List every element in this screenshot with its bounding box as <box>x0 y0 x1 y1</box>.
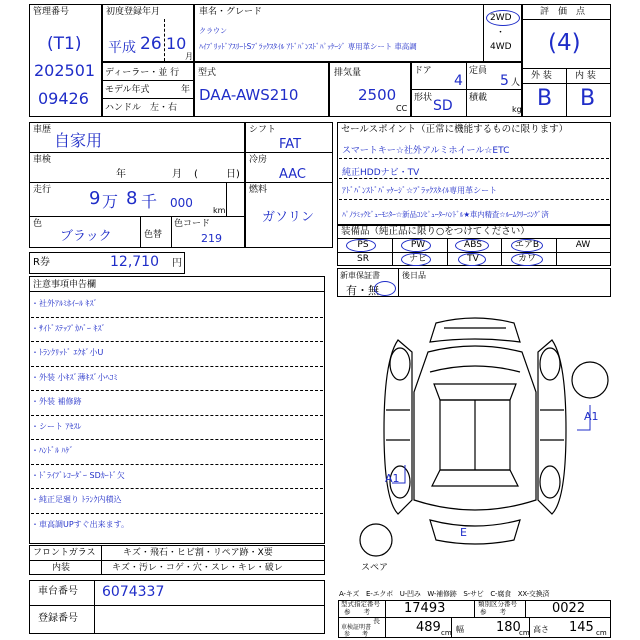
front-glass-label: フロントガラス <box>33 548 96 558</box>
note-item: ・純正足廻り ﾄﾗﾝｸ内積込 <box>31 495 122 504</box>
after-label: 後日品 <box>402 271 426 280</box>
width-label: 幅 <box>456 625 464 634</box>
divider <box>339 199 609 200</box>
wheel-front-right <box>540 348 560 380</box>
drive-dot: ・ <box>496 28 506 38</box>
management-label: 管理番号 <box>33 7 70 17</box>
exterior-grade: B <box>537 86 553 111</box>
length-sub2: 参 考 <box>344 631 369 638</box>
mileage-sen: 千 <box>141 192 158 211</box>
equipment-tv: TV <box>467 254 479 264</box>
divider <box>566 68 567 117</box>
model-year-label: モデル年式 <box>105 85 150 95</box>
note-divider <box>31 317 323 318</box>
divider <box>102 98 194 99</box>
type-label: 型式 <box>198 68 217 78</box>
door-value: 4 <box>454 73 463 89</box>
note-divider <box>31 390 323 391</box>
circle-pw <box>401 239 431 252</box>
car-front-outline <box>430 318 520 342</box>
car-right-side <box>538 340 566 514</box>
fuel-label: 燃料 <box>249 185 268 195</box>
divider <box>29 291 325 292</box>
usage-label: 車歴 <box>33 125 52 135</box>
equipment-ps: PS <box>357 240 369 250</box>
registration-year: 26 <box>140 34 162 54</box>
length-value: 489 <box>416 620 441 635</box>
car-windshield <box>434 384 516 400</box>
divider <box>522 19 611 20</box>
note-item: ・社外ｱﾙﾐﾎｲｰﾙ ｷｽﾞ <box>31 299 98 308</box>
damage-mark-right: A1 <box>584 410 599 423</box>
equipment-leather: カワ <box>517 254 536 264</box>
management-number-1: (T1) <box>47 34 82 54</box>
registration-month: 10 <box>166 34 187 53</box>
equipment-navi: ナビ <box>408 254 427 264</box>
class-no-label: 類別区分番号 <box>478 600 517 608</box>
note-item: ・ﾄﾞﾗｲﾌﾞﾚｺｰﾀﾞｰ SDｶｰﾄﾞ欠 <box>31 470 125 480</box>
shaken-paren: ( <box>194 169 198 180</box>
note-divider <box>31 366 323 367</box>
divider <box>339 178 609 179</box>
displacement-label: 排気量 <box>334 68 362 78</box>
equipment-sr: SR <box>357 254 369 264</box>
color-value: ブラック <box>60 229 112 244</box>
divider <box>483 4 484 62</box>
note-divider <box>31 415 323 416</box>
mileage-digit-2: 8 <box>126 188 138 209</box>
note-divider <box>31 439 323 440</box>
note-item: ・外装 補修跡 <box>31 397 82 406</box>
front-glass-value: キズ・飛石・ヒビ割・リペア跡・X要 <box>123 548 273 558</box>
mileage-man: 万 <box>102 192 119 211</box>
ac-label: 冷房 <box>249 155 268 165</box>
car-diagram <box>335 300 615 580</box>
equipment-pw: PW <box>410 240 426 250</box>
warranty-none-circle <box>374 281 396 296</box>
damage-mark-rear: E <box>460 526 467 539</box>
management-number-2: 202501 <box>34 61 96 80</box>
mileage-digit-3: 000 <box>170 196 193 210</box>
divider <box>171 216 172 248</box>
divider <box>29 216 245 217</box>
shaken-day-unit: 日) <box>226 169 240 180</box>
divider <box>385 600 386 638</box>
car-grade: ﾊｲﾌﾞﾘｯﾄﾞｱｽﾘｰﾄSﾌﾞﾗｯｸｽﾀｲﾙ ｱﾄﾞﾊﾞﾝｽﾄﾞﾊﾟｯｹｰｼﾞ 専用革シート 車高調 <box>199 42 417 51</box>
divider <box>411 89 522 90</box>
car-rear-window <box>432 470 518 486</box>
km-unit: km <box>213 206 226 215</box>
exterior-label: 外 装 <box>531 71 552 81</box>
note-item: ・ｻｲﾄﾞｽﾃｯﾌﾟｶﾊﾞｰ ｷｽﾞ <box>31 323 106 333</box>
shape-label: 形状 <box>414 93 433 103</box>
note-item: ・車高調UPすぐ出来ます。 <box>31 519 130 529</box>
car-name: クラウン <box>199 27 227 35</box>
note-divider <box>31 464 323 465</box>
cc-unit: CC <box>396 104 408 113</box>
interior-cond-label: 内装 <box>52 563 71 573</box>
shift-label: シフト <box>249 125 277 135</box>
divider <box>164 19 165 61</box>
note-divider <box>31 513 323 514</box>
divider <box>29 182 245 183</box>
shaken-month-unit: 月 <box>172 169 182 180</box>
yen-unit: 円 <box>172 258 182 269</box>
load-label: 積載 <box>469 93 488 103</box>
divider <box>474 600 475 617</box>
car-rear-outline <box>430 520 520 544</box>
interior-label: 内 装 <box>575 71 596 81</box>
capacity-label: 定員 <box>469 66 488 76</box>
kg-unit: kg <box>512 105 522 114</box>
length-sub1: 車検証明書 <box>341 624 372 631</box>
equipment-aw: AW <box>575 240 591 250</box>
ac-value: AAC <box>279 167 306 182</box>
displacement-value: 2500 <box>358 86 397 104</box>
divider <box>226 182 227 216</box>
divider <box>94 580 95 634</box>
note-divider <box>31 341 323 342</box>
circle-tv <box>458 253 486 266</box>
fuel-value: ガソリン <box>262 210 315 225</box>
width-value: 180 <box>496 620 521 635</box>
spare-label: スペア <box>361 563 389 573</box>
sales-point-4: ﾊﾟﾉﾗﾐｯｸﾋﾞｭｰﾓﾆﾀｰ☆新品ｺﾝﾋﾟｭｰﾀｰﾊﾝﾄﾞﾙ★車内精査☆ﾙｰﾑｸﾘｰﾆﾝｸﾞ済 <box>342 210 549 219</box>
shift-value: FAT <box>279 137 302 152</box>
usage-value: 自家用 <box>54 131 103 150</box>
circle-leather <box>511 253 543 266</box>
divider <box>339 158 609 159</box>
divider <box>398 268 399 297</box>
handle-label: ハンドル 左・右 <box>105 103 178 113</box>
management-number-3: 09426 <box>38 89 89 108</box>
circle-ps <box>346 239 376 252</box>
warranty-value: 有・無 <box>346 284 379 297</box>
length-unit: cm <box>441 629 452 637</box>
color-change-label: 色替 <box>144 230 163 240</box>
divider <box>522 83 611 84</box>
type-no-value: 17493 <box>404 601 446 616</box>
car-name-label: 車名・グレード <box>199 7 263 17</box>
recycle-box <box>29 252 185 274</box>
chassis-label: 車台番号 <box>38 586 78 597</box>
equipment-label: 装備品（純正品に限り○をつけてください） <box>341 226 530 237</box>
wheel-rear-right <box>540 466 560 498</box>
month-unit: 月 <box>185 52 193 61</box>
door-label: ドア <box>414 66 432 76</box>
length-label: 長 <box>373 617 380 625</box>
model-code: DAA-AWS210 <box>199 86 299 104</box>
sales-points-label: セールスポイント（正常に機能するものに限ります） <box>341 124 569 135</box>
mirror-right <box>572 362 608 398</box>
score-label: 評 価 点 <box>540 7 586 17</box>
mileage-label: 走行 <box>33 185 52 195</box>
first-registration-label: 初度登録年月 <box>106 7 161 17</box>
era: 平成 <box>108 40 136 56</box>
divider <box>29 152 245 153</box>
color-code-value: 219 <box>201 232 222 245</box>
spare-tire <box>360 524 392 556</box>
sales-point-3: ｱﾄﾞﾊﾞﾝｽﾄﾞﾊﾟｯｹｰｼﾞ☆ﾌﾞﾗｯｸｽﾀｲﾙ専用革シート <box>342 186 498 195</box>
score-value: (4) <box>548 30 581 56</box>
equipment-airbag: エアB <box>514 240 540 250</box>
height-value: 145 <box>569 620 594 635</box>
divider <box>245 152 333 153</box>
class-no-sub: 参 考 <box>480 608 506 616</box>
type-no-label: 型式指定番号 <box>341 600 380 608</box>
recycle-amount: 12,710 <box>110 254 159 270</box>
damage-mark-left: A1 <box>385 472 400 485</box>
circle-abs <box>455 239 489 252</box>
note-item: ・外装 小ｷｽﾞ薄ｷｽﾞ小ﾍｺﾐ <box>31 372 118 382</box>
note-item: ・シート ｱｾｽﾚ <box>31 421 82 431</box>
shaken-label: 車検 <box>33 155 52 165</box>
interior-grade: B <box>580 86 596 111</box>
width-unit: cm <box>519 629 530 637</box>
wheel-front-left <box>390 348 410 380</box>
capacity-unit: 人 <box>511 78 521 88</box>
model-year-unit: 年 <box>181 85 191 95</box>
color-code-label: 色コード <box>174 219 211 229</box>
class-no-value: 0022 <box>552 601 586 616</box>
divider <box>29 605 325 606</box>
note-divider <box>31 488 323 489</box>
equipment-abs: ABS <box>464 240 482 250</box>
interior-cond-value: キズ・汚レ・コゲ・穴・スレ・キレ・破レ <box>112 563 283 573</box>
height-unit: cm <box>596 629 607 637</box>
circle-navi <box>401 253 431 266</box>
shaken-year-unit: 年 <box>116 169 126 180</box>
car-left-side <box>384 340 412 514</box>
divider <box>525 600 526 617</box>
chassis-number: 6074337 <box>102 584 165 600</box>
sales-point-2: 純正HDDナビ・TV <box>342 168 420 178</box>
sales-point-1: スマートキー☆社外アルミホイール☆ETC <box>342 146 510 156</box>
divider <box>140 216 141 248</box>
height-label: 高さ <box>533 625 549 634</box>
warranty-label: 新車保証書 <box>340 271 380 280</box>
drive-4wd: 4WD <box>490 42 512 52</box>
circle-airbag <box>511 239 543 252</box>
car-hood-line <box>430 366 520 372</box>
notes-label: 注意事項申告欄 <box>33 280 97 290</box>
note-item: ・ﾊﾝﾄﾞﾙ ﾊｹﾞ <box>31 446 74 455</box>
capacity-value: 5 <box>500 73 509 89</box>
registration-number-label: 登録番号 <box>38 613 78 624</box>
damage-legend: A-キズ E-エクボ U-凹み W-補修跡 S-サビ C-腐食 XX-交換済 <box>339 590 550 598</box>
divider <box>102 80 194 81</box>
mileage-digit-1: 9 <box>89 188 101 209</box>
color-label: 色 <box>33 219 43 229</box>
recycle-label: R券 <box>33 257 50 268</box>
note-item: ・ﾄﾗﾝｸﾘｯﾄﾞ ｴｸﾎﾞ小U <box>31 348 104 357</box>
shape-value: SD <box>433 98 453 114</box>
type-no-sub: 参 考 <box>344 608 370 616</box>
divider <box>29 560 325 561</box>
divider <box>245 182 333 183</box>
dealer-label: ディーラー・並 行 <box>105 68 180 78</box>
drive-2wd: 2WD <box>490 13 512 23</box>
